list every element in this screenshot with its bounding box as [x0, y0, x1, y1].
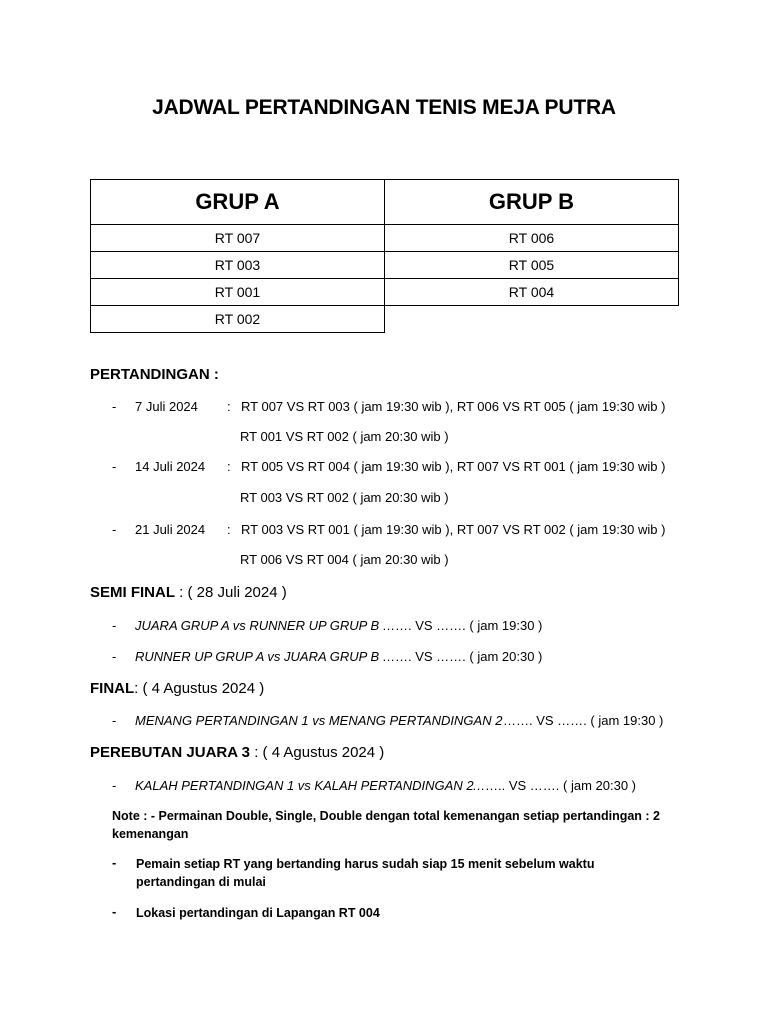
page-title: JADWAL PERTANDINGAN TENIS MEJA PUTRA	[152, 96, 616, 119]
match-separator: :	[227, 522, 231, 537]
match-date: 21 Juli 2024	[135, 522, 206, 537]
match-line: RT 003 VS RT 002 ( jam 20:30 wib )	[240, 490, 449, 505]
semi-final-result: ……. VS ……. ( jam 20:30 )	[382, 649, 543, 664]
final-heading	[90, 680, 264, 697]
final-match: MENANG PERTANDINGAN 1 vs MENANG PERTANDINGAN 2	[135, 713, 503, 728]
list-dash: -	[112, 904, 117, 919]
juara3-result: …….. VS ……. ( jam 20:30 )	[472, 778, 636, 793]
list-dash: -	[112, 778, 117, 793]
empty-cell	[385, 306, 679, 333]
juara3-match: KALAH PERTANDINGAN 1 vs KALAH PERTANDINGAN 2	[135, 778, 474, 793]
match-line: RT 005 VS RT 004 ( jam 19:30 wib ), RT 007 VS RT 001 ( jam 19:30 wib )	[241, 459, 666, 474]
group-a-cell: RT 001	[91, 279, 385, 306]
table-header-row	[91, 180, 679, 225]
group-b-header: GRUP B	[385, 180, 679, 225]
note-bullet: Lokasi pertandingan di Lapangan RT 004	[136, 906, 380, 920]
list-dash: -	[112, 713, 117, 728]
list-dash: -	[112, 399, 117, 414]
group-a-header: GRUP A	[91, 180, 385, 225]
group-b-cell: RT 006	[385, 225, 679, 252]
semi-final-label: SEMI FINAL	[90, 584, 175, 601]
group-b-cell: RT 004	[385, 279, 679, 306]
semi-final-heading	[90, 584, 287, 601]
table-row	[91, 252, 679, 279]
match-separator: :	[227, 399, 231, 414]
semi-final-match: RUNNER UP GRUP A vs JUARA GRUP B	[135, 649, 380, 664]
final-date: : ( 4 Agustus 2024 )	[134, 680, 265, 697]
match-date: 14 Juli 2024	[135, 459, 206, 474]
note-text: Note : - Permainan Double, Single, Double dengan total kemenangan setiap pertandingan : 2 kemenangan	[112, 809, 660, 841]
match-line: RT 007 VS RT 003 ( jam 19:30 wib ), RT 006 VS RT 005 ( jam 19:30 wib )	[241, 399, 666, 414]
match-date: 7 Juli 2024	[135, 399, 198, 414]
table-row	[91, 279, 679, 306]
table-row	[91, 306, 679, 333]
list-dash: -	[112, 649, 117, 664]
final-result: ……. VS ……. ( jam 19:30 )	[503, 713, 664, 728]
match-line: RT 001 VS RT 002 ( jam 20:30 wib )	[240, 429, 449, 444]
semi-final-result: ……. VS ……. ( jam 19:30 )	[382, 618, 543, 633]
final-label: FINAL	[90, 680, 135, 697]
note-bullet: Pemain setiap RT yang bertanding harus sudah siap 15 menit sebelum waktu pertandingan di mulai	[136, 857, 595, 889]
match-separator: :	[227, 459, 231, 474]
juara3-date: : ( 4 Agustus 2024 )	[250, 744, 385, 761]
match-line: RT 006 VS RT 004 ( jam 20:30 wib )	[240, 552, 449, 567]
group-a-cell: RT 002	[91, 306, 385, 333]
juara3-label: PEREBUTAN JUARA 3	[90, 744, 251, 761]
pertandingan-heading: PERTANDINGAN :	[90, 366, 219, 383]
semi-final-match: JUARA GRUP A vs RUNNER UP GRUP B	[135, 618, 380, 633]
table-row	[91, 225, 679, 252]
group-a-cell: RT 003	[91, 252, 385, 279]
semi-final-date: : ( 28 Juli 2024 )	[175, 584, 287, 601]
group-b-cell: RT 005	[385, 252, 679, 279]
groups-table	[90, 179, 679, 333]
juara3-heading	[90, 744, 384, 761]
list-dash: -	[112, 618, 117, 633]
list-dash: -	[112, 459, 117, 474]
list-dash: -	[112, 855, 117, 870]
group-a-cell: RT 007	[91, 225, 385, 252]
list-dash: -	[112, 522, 117, 537]
match-line: RT 003 VS RT 001 ( jam 19:30 wib ), RT 007 VS RT 002 ( jam 19:30 wib )	[241, 522, 666, 537]
